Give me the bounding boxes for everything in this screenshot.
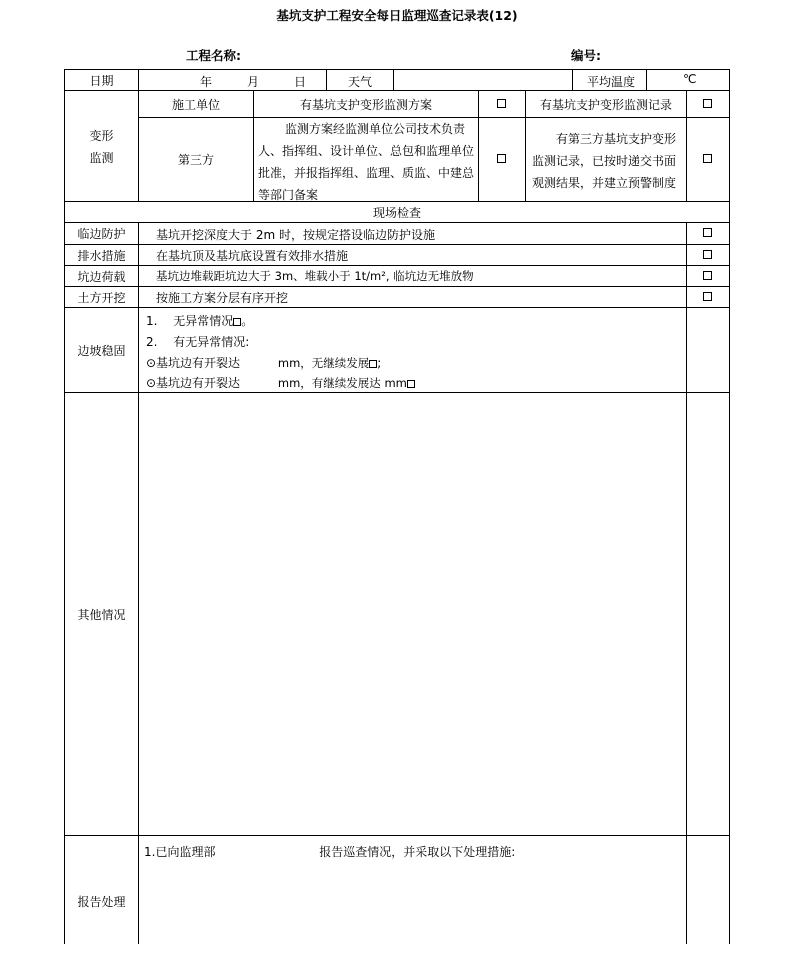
slope-line-3-semicolon: ;: [377, 356, 382, 370]
other-situation-label: 其他情况: [77, 607, 126, 622]
slope-line-2: [146, 333, 249, 350]
edge-load-label: 坑边荷载: [77, 269, 126, 284]
earthwork-label: 土方开挖: [77, 290, 126, 305]
crack-text-a: ⊙基坑边有开裂达: [146, 356, 241, 370]
edge-protection-label: 临边防护: [77, 227, 126, 241]
plan-approval-checkbox[interactable]: [497, 154, 506, 163]
plan-approval-text: 监测方案经监测单位公司技术负责人、指挥组、设计单位、总包和监理单位批准，并报指挥组、监理、质监、中建总等部门备案: [258, 122, 475, 202]
crack-text-b: ⊙基坑边有开裂达: [146, 376, 241, 390]
form-title: 基坑支护工程安全每日监理巡查记录表(12): [276, 8, 518, 23]
third-party-record-checkbox[interactable]: [703, 154, 712, 163]
date-label: 日期: [89, 73, 114, 88]
monitoring-record-text: 有基坑支护变形监测记录: [539, 97, 672, 112]
month-label: 月: [247, 75, 260, 89]
report-line-1: [144, 843, 515, 860]
slope-line-2-number: 2.: [146, 335, 158, 349]
edge-protection-text: 基坑开挖深度大于 2m 时，按规定搭设临边防护设施: [156, 228, 435, 242]
report-text-a: 1.已向监理部: [144, 845, 216, 859]
crack-develop-text: mm，有继续发展达 mm: [277, 376, 407, 390]
crack-no-develop-text: mm，无继续发展: [277, 356, 370, 370]
deformation-label-line1: 变形: [89, 129, 114, 143]
report-handling-label: 报告处理: [77, 894, 126, 909]
report-text-b: 报告巡查情况，并采取以下处理措施:: [319, 845, 516, 859]
edge-protection-checkbox[interactable]: [703, 228, 712, 237]
drainage-text: 在基坑顶及基坑底设置有效排水措施: [156, 249, 349, 263]
edge-load-checkbox[interactable]: [703, 271, 712, 280]
monitoring-record-checkbox[interactable]: [703, 99, 712, 108]
slope-line-1-period: 。: [241, 314, 254, 328]
slope-stability-label: 边坡稳固: [77, 343, 126, 358]
third-party-label: 第三方: [177, 153, 214, 167]
day-label: 日: [294, 75, 307, 89]
monitoring-plan-text: 有基坑支护变形监测方案: [299, 97, 432, 112]
edge-load-text: 基坑边堆载距坑边大于 3m、堆载小于 1t/m², 临坑边无堆放物: [156, 269, 474, 283]
other-situation-field[interactable]: [139, 393, 686, 835]
site-check-header: 现场检查: [372, 205, 421, 220]
slope-line-3: [146, 354, 381, 371]
slope-line-1-number: 1.: [146, 314, 158, 328]
slope-line-1: [146, 312, 253, 329]
avg-temp-label: 平均温度: [587, 75, 636, 89]
slope-line-4: [146, 374, 415, 391]
third-party-record-text: 有第三方基坑支护变形监测记录，已按时递交书面观测结果，并建立预警制度: [532, 132, 677, 190]
year-label: 年: [200, 75, 213, 89]
crack-develop-checkbox[interactable]: [407, 380, 415, 388]
drainage-checkbox[interactable]: [703, 250, 712, 259]
temp-unit: ℃: [683, 72, 697, 86]
project-name-label: 工程名称:: [186, 48, 241, 63]
deformation-monitoring-label: [65, 125, 138, 169]
slope-abnormal-text: 有无异常情况:: [173, 335, 250, 349]
slope-no-abnormal-text: 无异常情况: [173, 314, 234, 328]
number-label: 编号:: [571, 48, 601, 63]
earthwork-checkbox[interactable]: [703, 292, 712, 301]
drainage-label: 排水措施: [77, 248, 126, 263]
monitoring-plan-checkbox[interactable]: [497, 99, 506, 108]
construction-unit-label: 施工单位: [171, 97, 220, 112]
weather-label: 天气: [348, 75, 373, 89]
earthwork-text: 按施工方案分层有序开挖: [156, 291, 289, 305]
deformation-label-line2: 监测: [89, 151, 114, 165]
